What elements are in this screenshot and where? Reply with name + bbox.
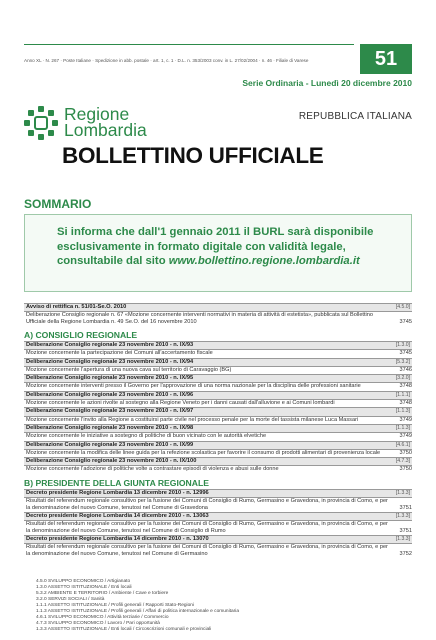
notice-text: Si informa che dall'1 gennaio 2011 il BURL sarà disponibile esclusivamente in formato digitale con validità legale, consultabile dal sito (57, 226, 374, 267)
issue-number-badge (360, 44, 412, 74)
toc-item-text: Mozione concernente l'apertura di una nuova cava sul territorio di Caravaggio (BG) (26, 366, 232, 373)
toc-item-header (24, 457, 412, 466)
toc-item[interactable] (24, 512, 412, 534)
toc-item-code: [1.3.3] (395, 535, 410, 542)
toc-item-page: 3748 (399, 383, 412, 390)
toc-item[interactable] (24, 407, 412, 423)
toc-item-title: Avviso di rettifica n. 51/01-Se.O. 2010 (26, 304, 127, 310)
subject-code: 1.3.3 ASSETTO ISTITUZIONALE / Enti locali / Circoscrizioni comunali e provinciali (36, 627, 212, 632)
toc-item-page: 3745 (399, 350, 412, 357)
toc-item-description (24, 433, 412, 439)
toc-item-title: Deliberazione Consiglio regionale 23 novembre 2010 - n. IX/94 (26, 358, 194, 365)
toc-item-header (24, 341, 412, 350)
region-name (64, 106, 147, 138)
subject-code: 4.6.1 SVILUPPO ECONOMICO / Attività terziarie / Commercio (36, 615, 169, 620)
toc-item-text: Mozione concernente interventi presso il Governo per l'approvazione di una norma nazionale per la disciplina delle professioni sanitarie (26, 383, 361, 390)
toc-item-code: [5.3.2] (395, 358, 410, 365)
subject-code: 4.5.0 SVILUPPO ECONOMICO / Artigianato (36, 579, 131, 584)
toc-item[interactable] (24, 441, 412, 457)
toc-item-description (24, 350, 412, 356)
toc-item-title: Deliberazione Consiglio regionale 23 novembre 2010 - n. IX/98 (26, 425, 194, 432)
toc-item-text: Mozione concernente le azioni rivolte al sostegno alla Regione Veneto per i danni causati dall'alluvione e ai Comuni lombardi (26, 400, 335, 407)
toc-item-header (24, 512, 412, 521)
subject-codes-legend (36, 579, 336, 633)
toc-item[interactable] (24, 424, 412, 440)
toc-item-code: [4.7.3] (395, 458, 410, 465)
toc-item[interactable] (24, 358, 412, 374)
toc-item-text: Risultati del referendum regionale consultivo per la fusione dei Comuni di Consiglio di Rumo, Germasino e Gravedona, in provincia di Como, e per la denominazione del nuovo Comune, tenutosi nel Comune di Germasino (26, 544, 388, 557)
region-line2: Lombardia (64, 120, 147, 140)
section-heading-b: B) PRESIDENTE DELLA GIUNTA REGIONALE (24, 477, 209, 488)
toc-item[interactable] (24, 457, 412, 473)
toc-item-text: Deliberazione Consiglio regionale n. 67 «Mozione concernente interventi normativi in materia di attività di estetista», pubblicata sul Bollettino Ufficiale della Regione Lombardia n. 49 Se.O. del 16 novembre 2010 (26, 312, 374, 325)
region-logo-icon (24, 106, 58, 140)
toc-item-title: Deliberazione Consiglio regionale 23 novembre 2010 - n. IX/95 (26, 375, 194, 382)
toc-item-title: Decreto presidente Regione Lombardia 13 dicembre 2010 - n. 12996 (26, 489, 209, 496)
toc-item-text: Risultati del referendum regionale consultivo per la fusione dei Comuni di Consiglio di Rumo, Germasino e Gravedona, in provincia di Como, e per la denominazione del nuovo Comune, tenutosi nel Comune di Consiglio di Rumo (26, 521, 388, 534)
toc-item-header (24, 424, 412, 433)
toc-item[interactable] (24, 489, 412, 511)
toc-item-header (24, 441, 412, 450)
toc-item-page: 3751 (399, 527, 412, 534)
subject-code: 3.2.0 SERVIZI SOCIALI / Sanità (36, 597, 105, 602)
toc-item-header (24, 489, 412, 498)
subject-code: 5.3.2 AMBIENTE E TERRITORIO / Ambiente / Cave e torbiere (36, 591, 169, 596)
region-line1: Regione (64, 104, 130, 124)
toc-item-page: 3752 (399, 550, 412, 557)
toc-item-description (24, 312, 412, 325)
toc-item-page: 3750 (399, 466, 412, 473)
toc-item-code: [1.1.3] (395, 425, 410, 432)
issue-number: 51 (374, 47, 398, 70)
toc-item-text: Mozione concernente l'adozione di politiche volte a contrastare episodi di violenza e abusi sulle donne (26, 466, 279, 473)
toc-item-code: [4.5.0] (395, 304, 410, 310)
toc-item-code: [1.1.1] (395, 391, 410, 398)
toc-item-header (24, 303, 412, 312)
toc-item-title: Deliberazione Consiglio regionale 23 novembre 2010 - n. IX/96 (26, 391, 194, 398)
toc-item-page: 3750 (399, 449, 412, 456)
toc-item[interactable] (24, 341, 412, 357)
toc-item-description (24, 521, 412, 534)
toc-item-description (24, 544, 412, 557)
toc-item-title: Decreto presidente Regione Lombardia 14 dicembre 2010 - n. 13063 (26, 512, 209, 519)
toc-item-title: Deliberazione Consiglio regionale 23 novembre 2010 - n. IX/99 (26, 441, 194, 448)
toc-item-text: Mozione concernente l'invito alla Regione a costituirsi parte civile nel processo penale per la morte del tassista milanese Luca Massari (26, 416, 359, 423)
toc-item-description (24, 400, 412, 406)
toc-item-page: 3745 (399, 318, 412, 325)
toc-item-intro[interactable] (24, 303, 412, 325)
toc-item-description (24, 383, 412, 389)
toc-item-header (24, 374, 412, 383)
subject-code: 1.1.3 ASSETTO ISTITUZIONALE / Profili generali / Affari di politica internazionale e comunitaria (36, 609, 239, 614)
toc-item-header (24, 407, 412, 416)
toc-item-page: 3751 (399, 504, 412, 511)
toc-item-description (24, 367, 412, 373)
toc-item-text: Mozione concernente la partecipazione dei Comuni all'accertamento fiscale (26, 350, 213, 357)
toc-item-header (24, 535, 412, 544)
notice-url[interactable]: www.bollettino.regione.lombardia.it (168, 255, 360, 267)
toc-item-page: 3748 (399, 400, 412, 407)
toc-item-title: Deliberazione Consiglio regionale 23 novembre 2010 - n. IX/93 (26, 342, 194, 349)
toc-item-text: Mozione concernente la modifica delle linee guida per la refezione scolastica per favorire il consumo di prodotti alimentari di provenienza locale (26, 449, 381, 456)
toc-item-description (24, 466, 412, 472)
toc-item-code: [1.3.3] (395, 512, 410, 519)
series-date: Serie Ordinaria - Lunedì 20 dicembre 2010 (242, 78, 412, 88)
toc-item-title: Decreto presidente Regione Lombardia 14 dicembre 2010 - n. 13070 (26, 535, 209, 542)
toc-item-code: [3.2.0] (395, 375, 410, 382)
toc-item-title: Deliberazione Consiglio regionale 23 novembre 2010 - n. IX/97 (26, 408, 194, 415)
toc-item-page: 3749 (399, 433, 412, 440)
toc-item[interactable] (24, 391, 412, 407)
section-heading-a: A) CONSIGLIO REGIONALE (24, 330, 138, 341)
toc-item-description (24, 498, 412, 511)
subject-code: 1.3.0 ASSETTO ISTITUZIONALE / Enti locali (36, 585, 132, 590)
toc-item-page: 3749 (399, 416, 412, 423)
subject-code: 1.1.1 ASSETTO ISTITUZIONALE / Profili generali / Rapporti Stato-Regioni (36, 603, 195, 608)
digital-notice (24, 214, 412, 292)
toc-item-header (24, 391, 412, 400)
header-rule (24, 44, 354, 70)
toc-item[interactable] (24, 374, 412, 390)
bulletin-title: BOLLETTINO UFFICIALE (62, 143, 324, 168)
toc-item-code: [1.3.3] (395, 489, 410, 496)
toc-item-text: Mozione concernente le iniziative a sostegno di politiche di buon vicinato con le autorità elvetiche (26, 433, 267, 440)
toc-item-description (24, 417, 412, 423)
toc-item-code: [1.3.0] (395, 342, 410, 349)
toc-item-code: [1.1.3] (395, 408, 410, 415)
summary-heading: SOMMARIO (24, 197, 92, 211)
toc-item-text: Risultati del referendum regionale consultivo per la fusione dei Comuni di Consiglio di Rumo, Germasino e Gravedona, in provincia di Como, e per la denominazione del nuovo Comune, tenutosi nel Comune di Gravedona (26, 498, 388, 511)
toc-item-title: Deliberazione Consiglio regionale 23 novembre 2010 - n. IX/100 (26, 458, 197, 465)
toc-item-code: [4.6.1] (395, 441, 410, 448)
toc-item-page: 3746 (399, 366, 412, 373)
table-of-contents (24, 303, 412, 558)
toc-item-description (24, 450, 412, 456)
toc-item-header (24, 358, 412, 367)
issue-line: Anno XL · N. 267 · Poste Italiane · Spedizione in abb. postale · art. 1, c. 1 · D.L. n. 353/2003 conv. in L. 27/02/2004 · n. 46 · Filiale di Varese (24, 58, 309, 63)
subject-code: 4.7.3 SVILUPPO ECONOMICO / Lavoro / Pari opportunità (36, 621, 160, 626)
republic-label: REPUBBLICA ITALIANA (298, 111, 412, 122)
toc-item[interactable] (24, 535, 412, 557)
